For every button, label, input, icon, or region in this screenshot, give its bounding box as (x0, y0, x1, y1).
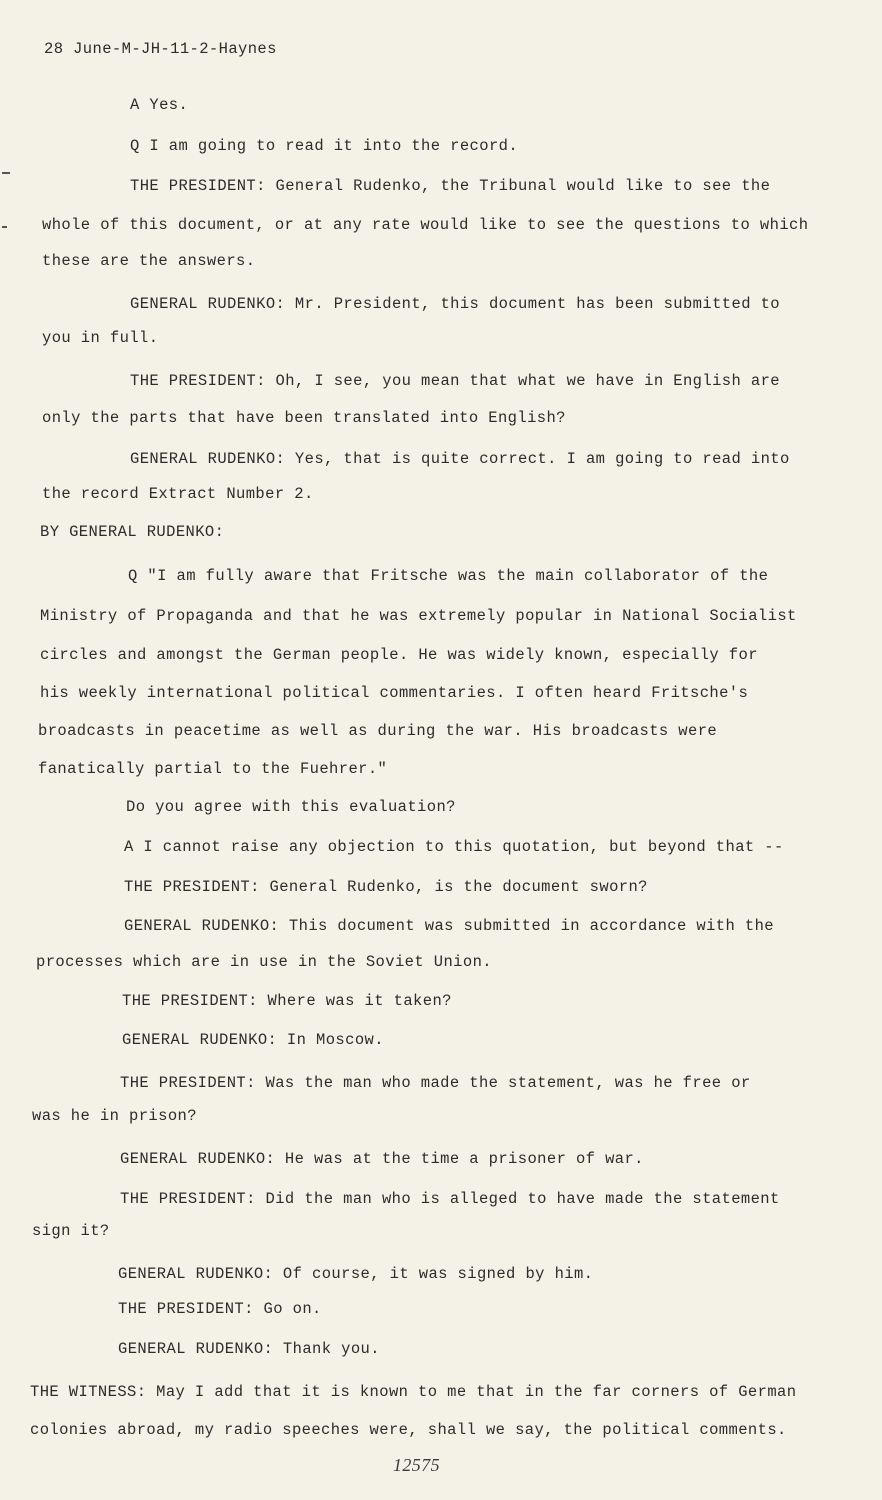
continuation-line: whole of this document, or at any rate would like to see the questions to which (42, 216, 809, 234)
question-line: Do you agree with this evaluation? (126, 798, 456, 816)
page-number: 12575 (393, 1455, 440, 1475)
continuation-line: you in full. (42, 329, 159, 347)
speaker-line: THE PRESIDENT: Oh, I see, you mean that what we have in English are (130, 372, 781, 390)
continuation-line: circles and amongst the German people. He was widely known, especially for (40, 646, 758, 664)
margin-mark (2, 226, 7, 228)
continuation-line: Ministry of Propaganda and that he was extremely popular in National Socialist (40, 607, 797, 625)
speaker-line: GENERAL RUDENKO: Thank you. (118, 1340, 380, 1358)
continuation-line: processes which are in use in the Soviet Union. (36, 953, 492, 971)
continuation-line: sign it? (32, 1222, 110, 1240)
speaker-line: THE PRESIDENT: General Rudenko, is the document sworn? (124, 878, 648, 896)
continuation-line: these are the answers. (42, 252, 256, 270)
continuation-line: his weekly international political commentaries. I often heard Fritsche's (40, 684, 749, 702)
answer-line: A I cannot raise any objection to this quotation, but beyond that -- (124, 838, 784, 856)
speaker-line: THE PRESIDENT: Was the man who made the statement, was he free or (120, 1074, 751, 1092)
continuation-line: was he in prison? (32, 1107, 197, 1125)
question-line: Q "I am fully aware that Fritsche was the main collaborator of the (128, 567, 769, 585)
answer-line: A Yes. (130, 96, 189, 114)
speaker-line: THE PRESIDENT: Where was it taken? (122, 992, 452, 1010)
continuation-line: broadcasts in peacetime as well as during the war. His broadcasts were (38, 722, 718, 740)
speaker-line: THE PRESIDENT: Did the man who is alleged to have made the statement (120, 1190, 780, 1208)
page-header-slug: 28 June-M-JH-11-2-Haynes (44, 40, 277, 58)
continuation-line: fanatically partial to the Fuehrer." (38, 760, 388, 778)
speaker-line: GENERAL RUDENKO: He was at the time a prisoner of war. (120, 1150, 644, 1168)
speaker-line: GENERAL RUDENKO: This document was submitted in accordance with the (124, 917, 775, 935)
continuation-line: colonies abroad, my radio speeches were, shall we say, the political comments. (30, 1421, 787, 1439)
speaker-line: THE PRESIDENT: General Rudenko, the Tribunal would like to see the (130, 177, 771, 195)
speaker-line: THE PRESIDENT: Go on. (118, 1300, 322, 1318)
speaker-line: GENERAL RUDENKO: In Moscow. (122, 1031, 384, 1049)
continuation-line: the record Extract Number 2. (42, 485, 314, 503)
speaker-line: GENERAL RUDENKO: Mr. President, this document has been submitted to (130, 295, 781, 313)
speaker-line: GENERAL RUDENKO: Of course, it was signed by him. (118, 1265, 594, 1283)
margin-mark (2, 172, 10, 174)
continuation-line: only the parts that have been translated into English? (42, 409, 566, 427)
question-line: Q I am going to read it into the record. (130, 137, 519, 155)
examination-heading: BY GENERAL RUDENKO: (40, 523, 225, 541)
speaker-line: GENERAL RUDENKO: Yes, that is quite correct. I am going to read into (130, 450, 790, 468)
witness-line: THE WITNESS: May I add that it is known to me that in the far corners of German (30, 1383, 797, 1401)
